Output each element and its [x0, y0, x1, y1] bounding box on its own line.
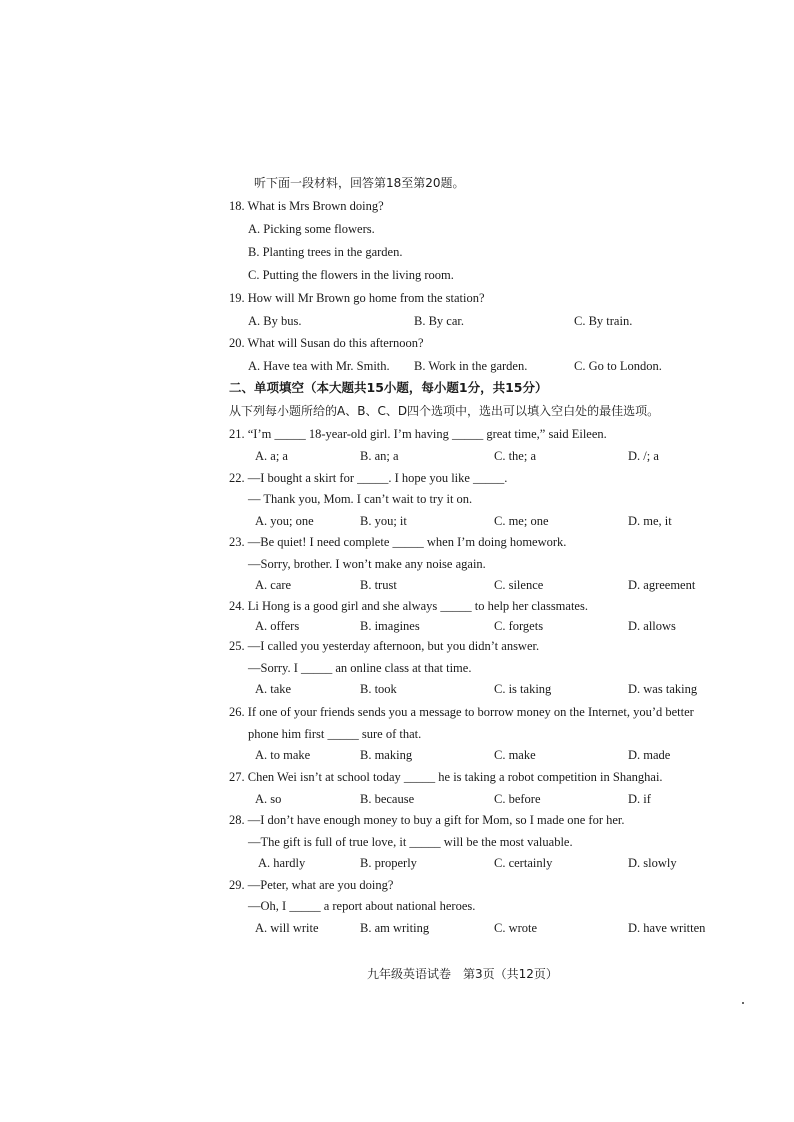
q18-option-a: A. Picking some flowers. — [248, 222, 375, 236]
q22-option-c: C. me; one — [494, 514, 549, 528]
q21-option-c: C. the; a — [494, 449, 537, 463]
q23-option-a: A. care — [255, 578, 292, 592]
q25-option-a: A. take — [255, 682, 292, 696]
q23-option-d: D. agreement — [628, 578, 696, 592]
q22-line2: — Thank you, Mom. I can’t wait to try it on. — [248, 492, 473, 506]
q25-option-c: C. is taking — [494, 682, 552, 696]
q23-option-c: C. silence — [494, 578, 544, 592]
q22-option-a: A. you; one — [255, 514, 314, 528]
q22-option-d: D. me, it — [628, 514, 672, 528]
q23-stem: 23. —Be quiet! I need complete _____ when I’m doing homework. — [229, 535, 567, 549]
section2-title: 二、单项填空（本大题共15小题，每小题1分，共15分） — [229, 380, 548, 395]
q25-option-d: D. was taking — [628, 682, 698, 696]
q29-option-c: C. wrote — [494, 921, 538, 935]
q29-line2: —Oh, I _____ a report about national heroes. — [248, 899, 476, 913]
q19-stem: 19. How will Mr Brown go home from the station? — [229, 291, 485, 305]
q26-option-d: D. made — [628, 748, 671, 762]
q28-option-b: B. properly — [360, 856, 417, 870]
q20-option-b: B. Work in the garden. — [414, 359, 528, 373]
q25-line2: —Sorry. I _____ an online class at that time. — [248, 661, 472, 675]
q28-option-a: A. hardly — [258, 856, 306, 870]
q20-stem: 20. What will Susan do this afternoon? — [229, 336, 424, 350]
q29-stem: 29. —Peter, what are you doing? — [229, 878, 394, 892]
q28-line2: —The gift is full of true love, it _____ will be the most valuable. — [248, 835, 573, 849]
q27-stem: 27. Chen Wei isn’t at school today _____ he is taking a robot competition in Shanghai. — [229, 770, 663, 784]
q24-option-a: A. offers — [255, 619, 300, 633]
q27-option-d: D. if — [628, 792, 651, 806]
q18-option-b: B. Planting trees in the garden. — [248, 245, 403, 259]
q25-stem: 25. —I called you yesterday afternoon, but you didn’t answer. — [229, 639, 540, 653]
q27-option-c: C. before — [494, 792, 541, 806]
q29-option-b: B. am writing — [360, 921, 430, 935]
q24-option-d: D. allows — [628, 619, 676, 633]
q28-option-d: D. slowly — [628, 856, 677, 870]
q20-option-c: C. Go to London. — [574, 359, 662, 373]
q26-option-a: A. to make — [255, 748, 311, 762]
q23-option-b: B. trust — [360, 578, 397, 592]
q20-option-a: A. Have tea with Mr. Smith. — [248, 359, 390, 373]
q26-line2: phone him first _____ sure of that. — [248, 727, 422, 741]
q22-stem: 22. —I bought a skirt for _____. I hope you like _____. — [229, 471, 508, 485]
q24-option-c: C. forgets — [494, 619, 544, 633]
q29-option-a: A. will write — [255, 921, 319, 935]
q27-option-a: A. so — [255, 792, 282, 806]
q22-option-b: B. you; it — [360, 514, 407, 528]
q19-option-c: C. By train. — [574, 314, 633, 328]
listening-intro: 听下面一段材料，回答第18至第20题。 — [254, 176, 465, 190]
q26-option-c: C. make — [494, 748, 536, 762]
section2-instruction: 从下列每小题所给的A、B、C、D四个选项中，选出可以填入空白处的最佳选项。 — [229, 404, 660, 418]
q21-stem: 21. “I’m _____ 18-year-old girl. I’m having _____ great time,” said Eileen. — [229, 427, 607, 441]
q19-option-b: B. By car. — [414, 314, 464, 328]
q19-option-a: A. By bus. — [248, 314, 302, 328]
q24-stem: 24. Li Hong is a good girl and she always _____ to help her classmates. — [229, 599, 588, 613]
q28-stem: 28. —I don’t have enough money to buy a gift for Mom, so I made one for her. — [229, 813, 625, 827]
q27-option-b: B. because — [360, 792, 415, 806]
q26-option-b: B. making — [360, 748, 413, 762]
page-footer: 九年级英语试卷 第3页（共12页） — [367, 967, 558, 981]
scan-speck — [742, 1002, 744, 1004]
q21-option-a: A. a; a — [255, 449, 288, 463]
q24-option-b: B. imagines — [360, 619, 420, 633]
q18-stem: 18. What is Mrs Brown doing? — [229, 199, 384, 213]
q23-line2: —Sorry, brother. I won’t make any noise again. — [248, 557, 486, 571]
q21-option-b: B. an; a — [360, 449, 399, 463]
q26-stem: 26. If one of your friends sends you a message to borrow money on the Internet, you’d better — [229, 705, 694, 719]
q21-option-d: D. /; a — [628, 449, 659, 463]
q28-option-c: C. certainly — [494, 856, 553, 870]
q29-option-d: D. have written — [628, 921, 706, 935]
q18-option-c: C. Putting the flowers in the living room. — [248, 268, 454, 282]
q25-option-b: B. took — [360, 682, 397, 696]
